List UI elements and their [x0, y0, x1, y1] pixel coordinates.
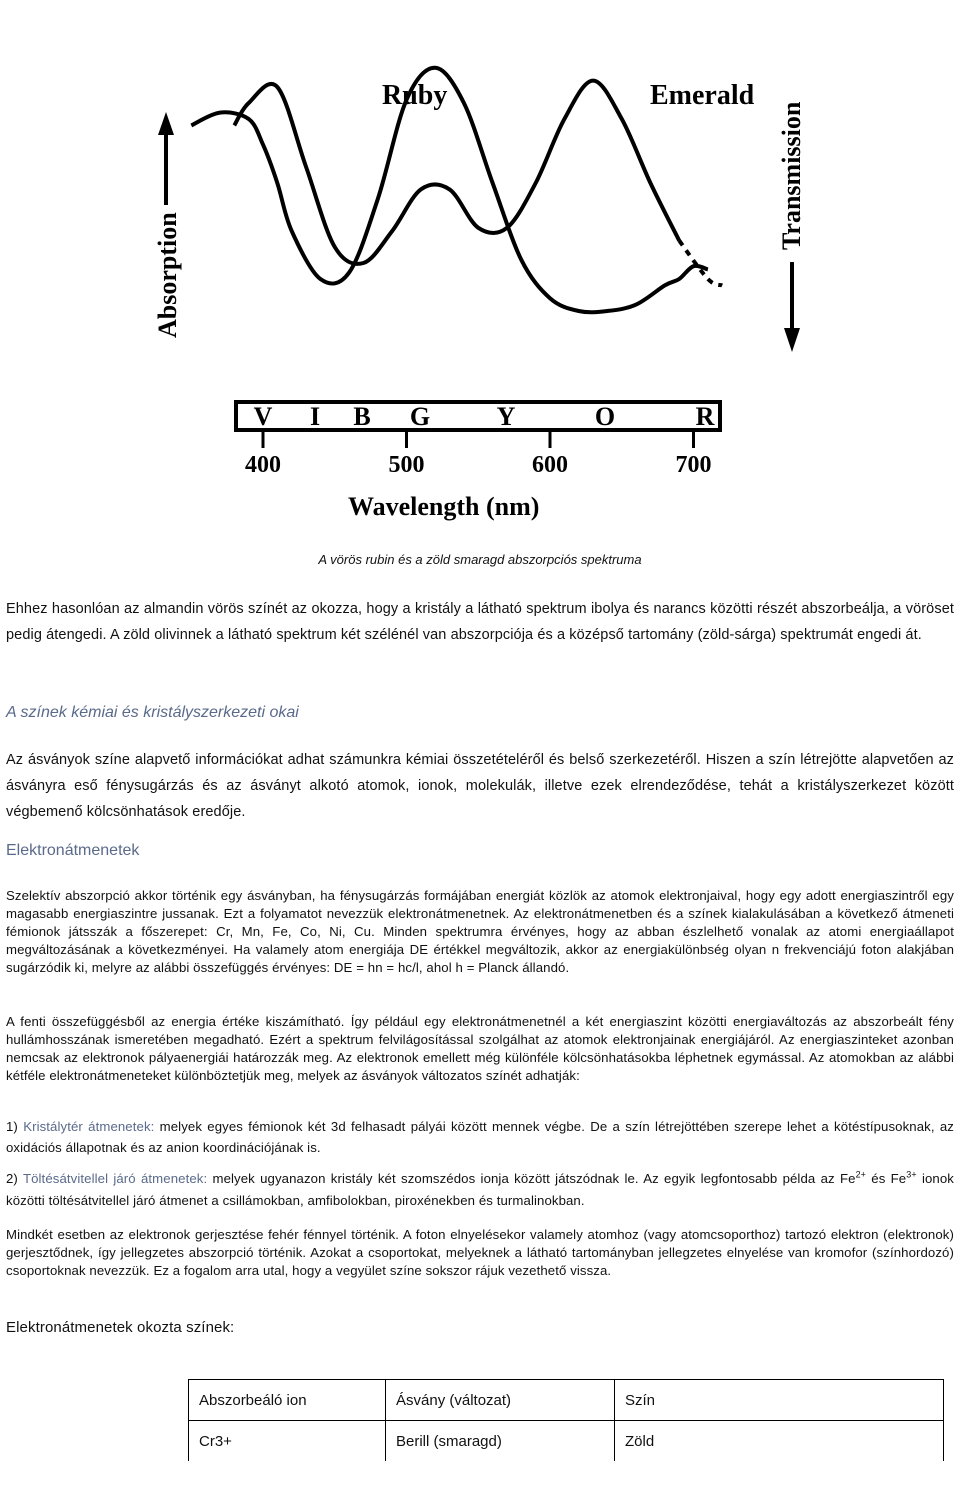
section-heading-electron: Elektronátmenetek [6, 842, 140, 859]
tick-label: 400 [245, 452, 281, 478]
list-item-text: és Fe [866, 1171, 907, 1186]
transmission-axis-label: Transmission [777, 101, 806, 250]
transmission-axis [777, 101, 806, 352]
paragraph-energy: A fenti összefüggésből az energia értéke kiszámítható. Így például egy elektronátmenetnél a két energiaszint közötti energiaváltozás az abszorbeált fény hullámhosszának ismeretében megadható. Ezért a spektrum felvilágosítással szolgálhat az atomok elektronjainak energiájáról. Az energiaszinteket azonban nemcsak az elektronok pályaenergiái határozzák meg. Az elektronok emellett még különféle kölcsönhatásokba léphetnek egymással. Az atomokban az alábbi kétféle elektronátmeneteket különböztetjük meg, melyek az ásványok változatos színét adhatják: [6, 1014, 954, 1083]
list-item-crystal-field [6, 1116, 954, 1158]
section-heading-chemical: A színek kémiai és kristályszerkezeti okai [6, 704, 299, 721]
band-label-b: B [353, 402, 371, 431]
list-item-number: 1) [6, 1119, 24, 1134]
band-label-o: O [594, 402, 616, 431]
tick-label: 500 [388, 452, 425, 478]
list-item-text: melyek egyes fémionok két 3d felhasadt pályái között mennek végbe. De a szín létrejöttében szerepe lehet a kötéstípusoknak, az oxidációs állapotnak és az anion koordinációjának is. [6, 1119, 954, 1155]
x-axis-label: Wavelength (nm) [348, 492, 540, 521]
emerald-series-tail [679, 241, 722, 286]
paragraph-excitation: Mindkét esetben az elektronok gerjesztése fehér fénnyel történik. A foton elnyelésekor valamely atomhoz (vagy atomcsoporthoz) tartozó elektron (elektronok) gerjesztődnek, így jellegzetes abszorpció történik. Azokat a csoportokat, melyeknek a látható tartományban jellegzetes elnyelése van kromofor (színhordozó) csoportoknak nevezzük. Ez a fogalom arra utal, hogy a vegyület színe sokszor rájuk vezethető vissza. [6, 1227, 954, 1278]
table-header-cell: Ásvány (változat) [386, 1380, 615, 1421]
table-cell: Berill (smaragd) [386, 1421, 615, 1462]
table-header-row [189, 1380, 944, 1421]
table-row [189, 1421, 944, 1462]
band-label-y: Y [496, 402, 516, 431]
ruby-label: Ruby [382, 80, 448, 111]
wavelength-ticks [245, 430, 712, 478]
paragraph-selective-absorption: Szelektív abszorpció akkor történik egy ásványban, ha fénysugárzás formájában energiát közlök az atomok elektronjaival, hogy egy adott energiaszintről egy magasabb energiaszintre jussanak. Ezt a folyamatot nevezzük elektronátmenetnek. Az elektronátmenetben és a színek kialakulásában a következő átmeneti fémionok játsszák a főszerepet: Cr, Mn, Fe, Co, Ni, Cu. Minden spektrumra érvényes, hogy az abban észlelhető vonalak az atomi energiaállapot megváltozásának a következményei. Ha valamely atom energiája DE értékkel megváltozik, akkor az energiakülönbség olyan n frekvenciájú foton alakjában sugárzódik ki, melyre az alábbi összefüggés érvényes: DE = hn = hc/l, ahol h = Planck állandó. [6, 888, 954, 975]
list-item-text: ionok közötti töltésátvitellel járó átmenet a csillámokban, amfibolokban, piroxénekben és turmalinokban. [6, 1171, 954, 1208]
table-header-cell: Szín [615, 1380, 944, 1421]
table-title: Elektronátmenetek okozta színek: [6, 1319, 235, 1336]
emerald-series-line [234, 81, 679, 264]
emerald-label: Emerald [650, 80, 755, 111]
term-crystal-field: Kristálytér átmenetek: [23, 1119, 155, 1134]
paragraph-intro: Ehhez hasonlóan az almandin vörös színét az okozza, hogy a kristály a látható spektrum ibolya és narancs közötti részét abszorbeálja, a vöröset pedig átengedi. A zöld olivinnek a látható spektrum két szélénél van abszorpciója és a középső tartomány (zöld-sárga) spektrumát engedi át. [6, 601, 954, 643]
superscript-charge: 3+ [906, 1169, 917, 1180]
band-label-r: R [695, 402, 715, 431]
tick-label: 600 [532, 452, 568, 478]
color-table [188, 1379, 944, 1461]
tick-label: 700 [675, 452, 712, 478]
superscript-charge: 2+ [855, 1169, 867, 1180]
absorption-spectrum-chart [140, 0, 820, 525]
list-item-number: 2) [6, 1171, 23, 1186]
list-item-charge-transfer [6, 1168, 954, 1212]
table-header-cell: Abszorbeáló ion [189, 1380, 386, 1421]
band-label-i: I [309, 402, 321, 431]
figure-caption: A vörös rubin és a zöld smaragd abszorpciós spektruma [318, 552, 642, 567]
band-label-v: V [253, 402, 273, 431]
absorption-axis-label: Absorption [153, 212, 182, 338]
visible-bands-box [236, 402, 720, 430]
table-cell: Cr3+ [189, 1421, 386, 1462]
paragraph-mineral-color: Az ásványok színe alapvető információkat adhat számunkra kémiai összetételéről és belső szerkezetéről. Hiszen a szín létrejötte alapvetően az ásványra eső fénysugárzás és az ásványt alkotó atomok, ionok, molekulák, illetve ezek elrendeződése, tehát a kristályszerkezet között végbemenő kölcsönhatások eredője. [6, 752, 954, 820]
absorption-axis [153, 112, 182, 338]
table-cell: Zöld [615, 1421, 944, 1462]
band-labels [254, 402, 715, 431]
term-charge-transfer: Töltésátvitellel járó átmenetek: [22, 1171, 208, 1186]
band-label-g: G [409, 402, 431, 431]
list-item-text: melyek ugyanazon kristály két szomszédos ionja között játszódnak le. Az egyik legfontosabb példa az Fe [207, 1171, 856, 1186]
